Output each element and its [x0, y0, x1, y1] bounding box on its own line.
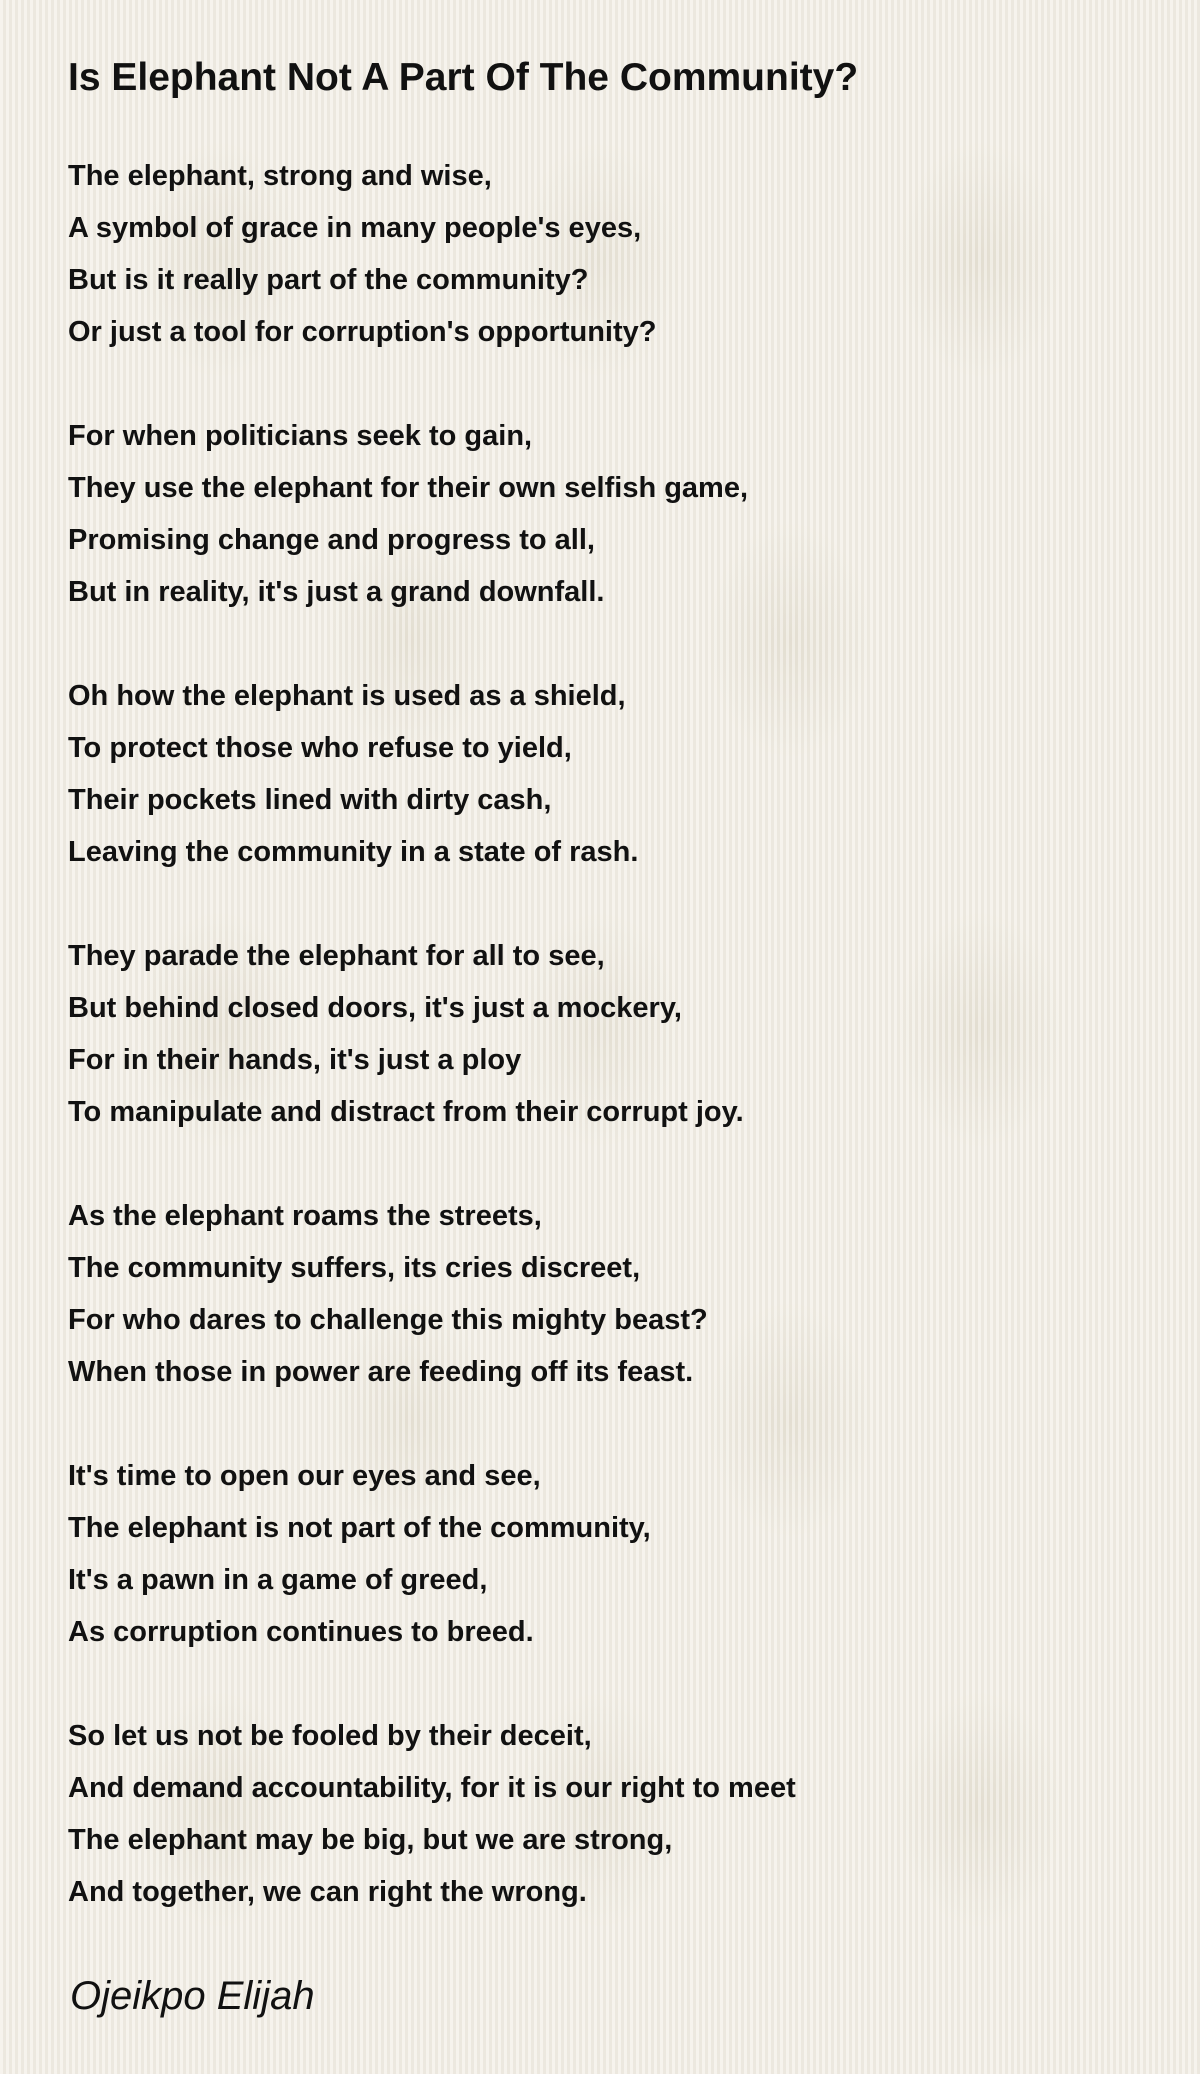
poem-line: It's a pawn in a game of greed,	[68, 1564, 488, 1596]
poem-line: And together, we can right the wrong.	[68, 1876, 587, 1908]
stanza-5	[68, 1190, 796, 1398]
poem-line: But is it really part of the community?	[68, 264, 589, 296]
poem-line: So let us not be fooled by their deceit,	[68, 1720, 592, 1752]
poem-line: Promising change and progress to all,	[68, 524, 595, 556]
poem-line: But behind closed doors, it's just a mockery,	[68, 992, 682, 1024]
poem-line: For when politicians seek to gain,	[68, 420, 533, 452]
stanza-4	[68, 930, 796, 1138]
poem-line: Or just a tool for corruption's opportunity?	[68, 316, 657, 348]
poem-line: To protect those who refuse to yield,	[68, 732, 572, 764]
poem-line: For in their hands, it's just a ploy	[68, 1044, 522, 1076]
stanza-2	[68, 410, 796, 618]
poem-line: The elephant may be big, but we are strong,	[68, 1824, 673, 1856]
poem-line: A symbol of grace in many people's eyes,	[68, 212, 642, 244]
poem-line: The elephant, strong and wise,	[68, 160, 492, 192]
poem-line: When those in power are feeding off its feast.	[68, 1356, 694, 1388]
poem-line: But in reality, it's just a grand downfall.	[68, 576, 605, 608]
stanza-6	[68, 1450, 796, 1658]
stanza-7	[68, 1710, 796, 1918]
poem-author: Ojeikpo Elijah	[70, 1974, 315, 2018]
stanza-3	[68, 670, 796, 878]
poem-body	[68, 150, 796, 1970]
poem-line: The elephant is not part of the community,	[68, 1512, 651, 1544]
poem-line: They use the elephant for their own selfish game,	[68, 472, 749, 504]
poem-line: They parade the elephant for all to see,	[68, 940, 605, 972]
poem-title: Is Elephant Not A Part Of The Community?	[68, 56, 859, 99]
stanza-1	[68, 150, 796, 358]
poem-line: And demand accountability, for it is our right to meet	[68, 1772, 796, 1804]
poem-line: As corruption continues to breed.	[68, 1616, 534, 1648]
poem-line: As the elephant roams the streets,	[68, 1200, 542, 1232]
poem-line: Their pockets lined with dirty cash,	[68, 784, 552, 816]
poem-line: The community suffers, its cries discreet,	[68, 1252, 641, 1284]
poem-line: Leaving the community in a state of rash.	[68, 836, 639, 868]
poem-line: It's time to open our eyes and see,	[68, 1460, 541, 1492]
poem-line: To manipulate and distract from their corrupt joy.	[68, 1096, 744, 1128]
poem-line: For who dares to challenge this mighty beast?	[68, 1304, 708, 1336]
poem-line: Oh how the elephant is used as a shield,	[68, 680, 626, 712]
